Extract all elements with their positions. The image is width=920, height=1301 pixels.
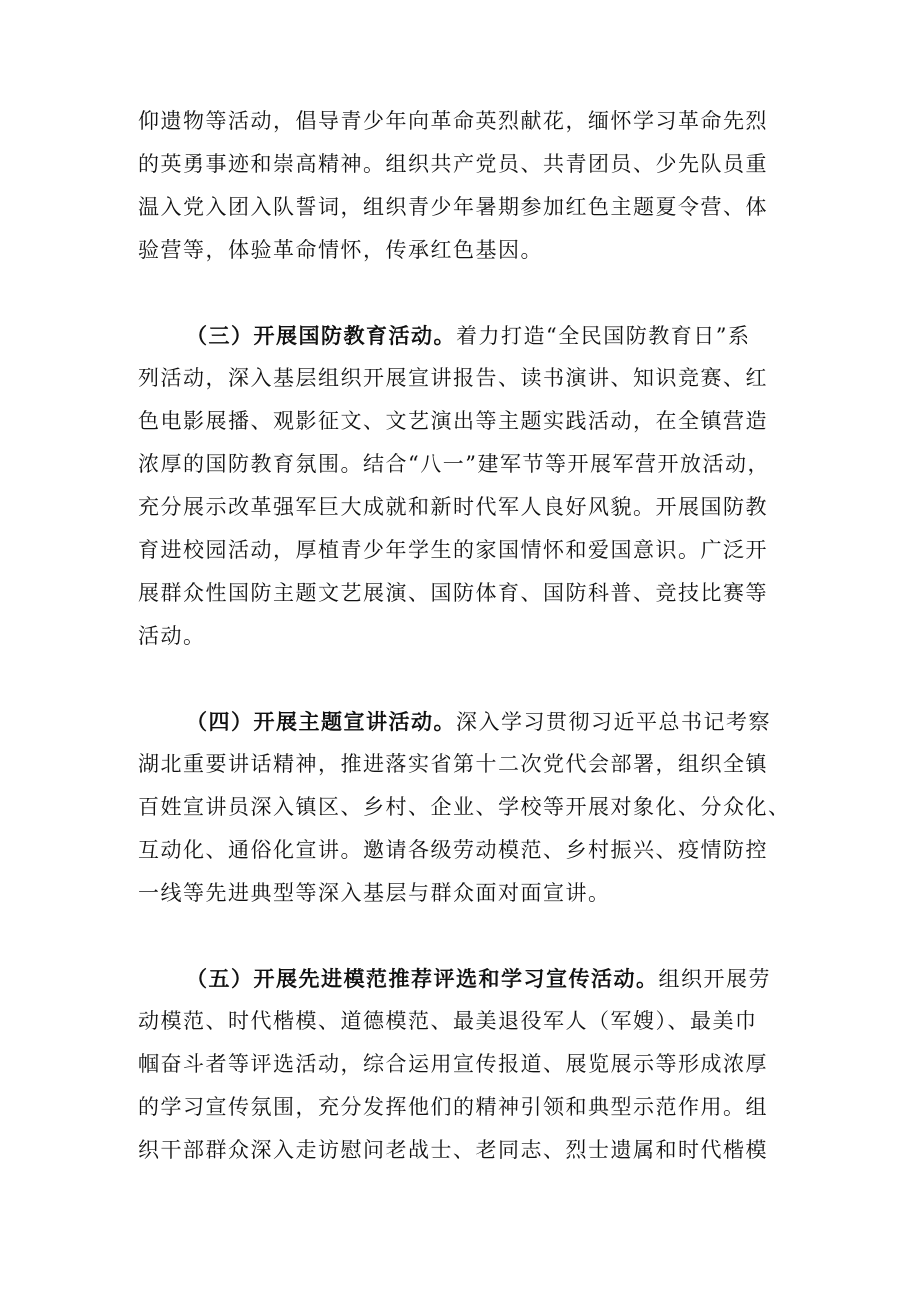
text-line: 的英勇事迹和崇高精神。组织共产党员、共青团员、少先队员重 [138,152,768,176]
text-line: 活动。 [138,624,206,648]
text-line: 帼奋斗者等评选活动，综合运用宣传报道、展览展示等形成浓厚 [138,1052,768,1076]
text-line [138,700,798,743]
paragraph-national-defense-education [138,314,798,658]
text-line: 色电影展播、观影征文、文艺演出等主题实践活动，在全镇营造 [138,409,768,433]
text-line: 仰遗物等活动，倡导青少年向革命英烈献花，缅怀学习革命先烈 [138,109,768,133]
text-line: 织干部群众深入走访慰问老战士、老同志、烈士遗属和时代楷模 [138,1138,768,1162]
paragraph-red-culture-continued [138,100,798,272]
paragraph-model-selection [138,957,798,1172]
text-run: 组织开展劳 [658,967,771,991]
text-line: 充分展示改革强军巨大成就和新时代军人良好风貌。开展国防教 [138,495,768,519]
section-heading: （三）开展国防教育活动。 [186,323,456,348]
text-line: 湖北重要讲话精神，推进落实省第十二次党代会部署，组织全镇 [138,752,768,776]
text-line: 互动化、通俗化宣讲。邀请各级劳动模范、乡村振兴、疫情防控 [138,838,768,862]
text-line: 展群众性国防主题文艺展演、国防体育、国防科普、竞技比赛等 [138,581,768,605]
section-heading: （四）开展主题宣讲活动。 [186,709,456,734]
text-line [138,957,798,1000]
text-run: 着力打造“全民国防教育日”系 [456,324,751,348]
text-line [138,314,798,357]
text-line: 的学习宣传氛围，充分发挥他们的精神引领和典型示范作用。组 [138,1095,768,1119]
text-line: 列活动，深入基层组织开展宣讲报告、读书演讲、知识竞赛、红 [138,366,768,390]
text-line: 动模范、时代楷模、道德模范、最美退役军人（军嫂）、最美巾 [138,1009,758,1033]
document-body [138,100,798,1172]
text-line: 一线等先进典型等深入基层与群众面对面宣讲。 [138,881,611,905]
text-line: 温入党入团入队誓词，组织青少年暑期参加红色主题夏令营、体 [138,195,768,219]
text-line: 百姓宣讲员深入镇区、乡村、企业、学校等开展对象化、分众化、 [138,795,791,819]
text-line: 浓厚的国防教育氛围。结合“八一”建军节等开展军营开放活动， [138,452,770,476]
text-run: 深入学习贯彻习近平总书记考察 [456,710,771,734]
text-line: 育进校园活动，厚植青少年学生的家国情怀和爱国意识。广泛开 [138,538,768,562]
text-line: 验营等，体验革命情怀，传承红色基因。 [138,238,543,262]
paragraph-theme-lectures [138,700,798,915]
section-heading: （五）开展先进模范推荐评选和学习宣传活动。 [186,966,659,991]
